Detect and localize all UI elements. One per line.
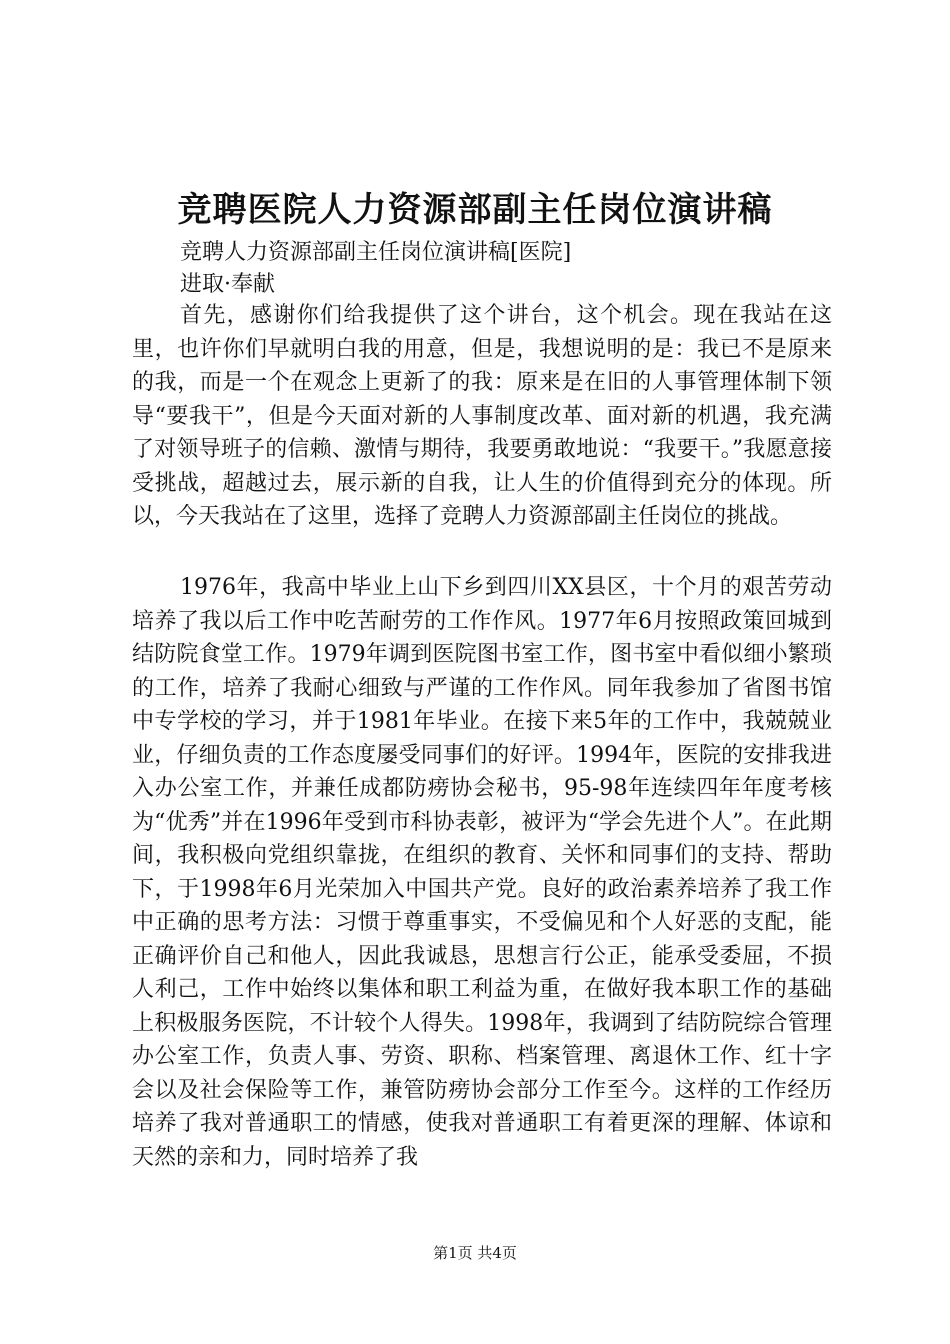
page-footer: 第1页 共4页 [433,1244,517,1262]
body-paragraph: 1976年，我高中毕业上山下乡到四川XX县区，十个月的艰苦劳动培养了我以后工作中吃苦耐劳的工作作风。1977年6月按照政策回城到结防院食堂工作。1979年调到医院图书室工作，图书室中看似细小繁琐的工作，培养了我耐心细致与严谨的工作作风。同年我参加了省图书馆中专学校的学习，并于1981年毕业。在接下来5年的工作中，我兢兢业业，仔细负责的工作态度屡受同事们的好评。1994年，医院的安排我进入办公室工作，并兼任成都防痨协会秘书，95-98年连续四年年度考核为“优秀”并在1996年受到市科协表彰，被评为“学会先进个人”。在此期间，我积极向党组织靠拢，在组织的教育、关怀和同事们的支持、帮助下，于1998年6月光荣加入中国共产党。良好的政治素养培养了我工作中正确的思考方法：习惯于尊重事实，不受偏见和个人好恶的支配，能正确评价自己和他人，因此我诚恳，思想言行公正，能承受委屈，不损人利己，工作中始终以集体和职工利益为重，在做好我本职工作的基础上积极服务医院，不计较个人得失。1998年，我调到了结防院综合管理办公室工作，负责人事、劳资、职称、档案管理、离退休工作、红十字会以及社会保险等工作，兼管防痨协会部分工作至今。这样的工作经历培养了我对普通职工的情感，使我对普通职工有着更深的理解、体谅和天然的亲和力，同时培养了我 [132,575,832,1170]
document-title: 竞聘医院人力资源部副主任岗位演讲稿 [177,190,773,230]
body-paragraph: 首先，感谢你们给我提供了这个讲台，这个机会。现在我站在这里，也许你们早就明白我的用意，但是，我想说明的是：我已不是原来的我，而是一个在观念上更新了的我：原来是在旧的人事管理体制下领导“要我干”，但是今天面对新的人事制度改革、面对新的机遇，我充满了对领导班子的信赖、激情与期待，我要勇敢地说：“我要干。”我愿意接受挑战，超越过去，展示新的自我，让人生的价值得到充分的体现。所以，今天我站在了这里，选择了竞聘人力资源部副主任岗位的挑战。 [132,303,832,529]
document-subtitle: 竞聘人力资源部副主任岗位演讲稿[医院] [180,240,572,265]
document-motto: 进取·奉献 [180,272,275,297]
